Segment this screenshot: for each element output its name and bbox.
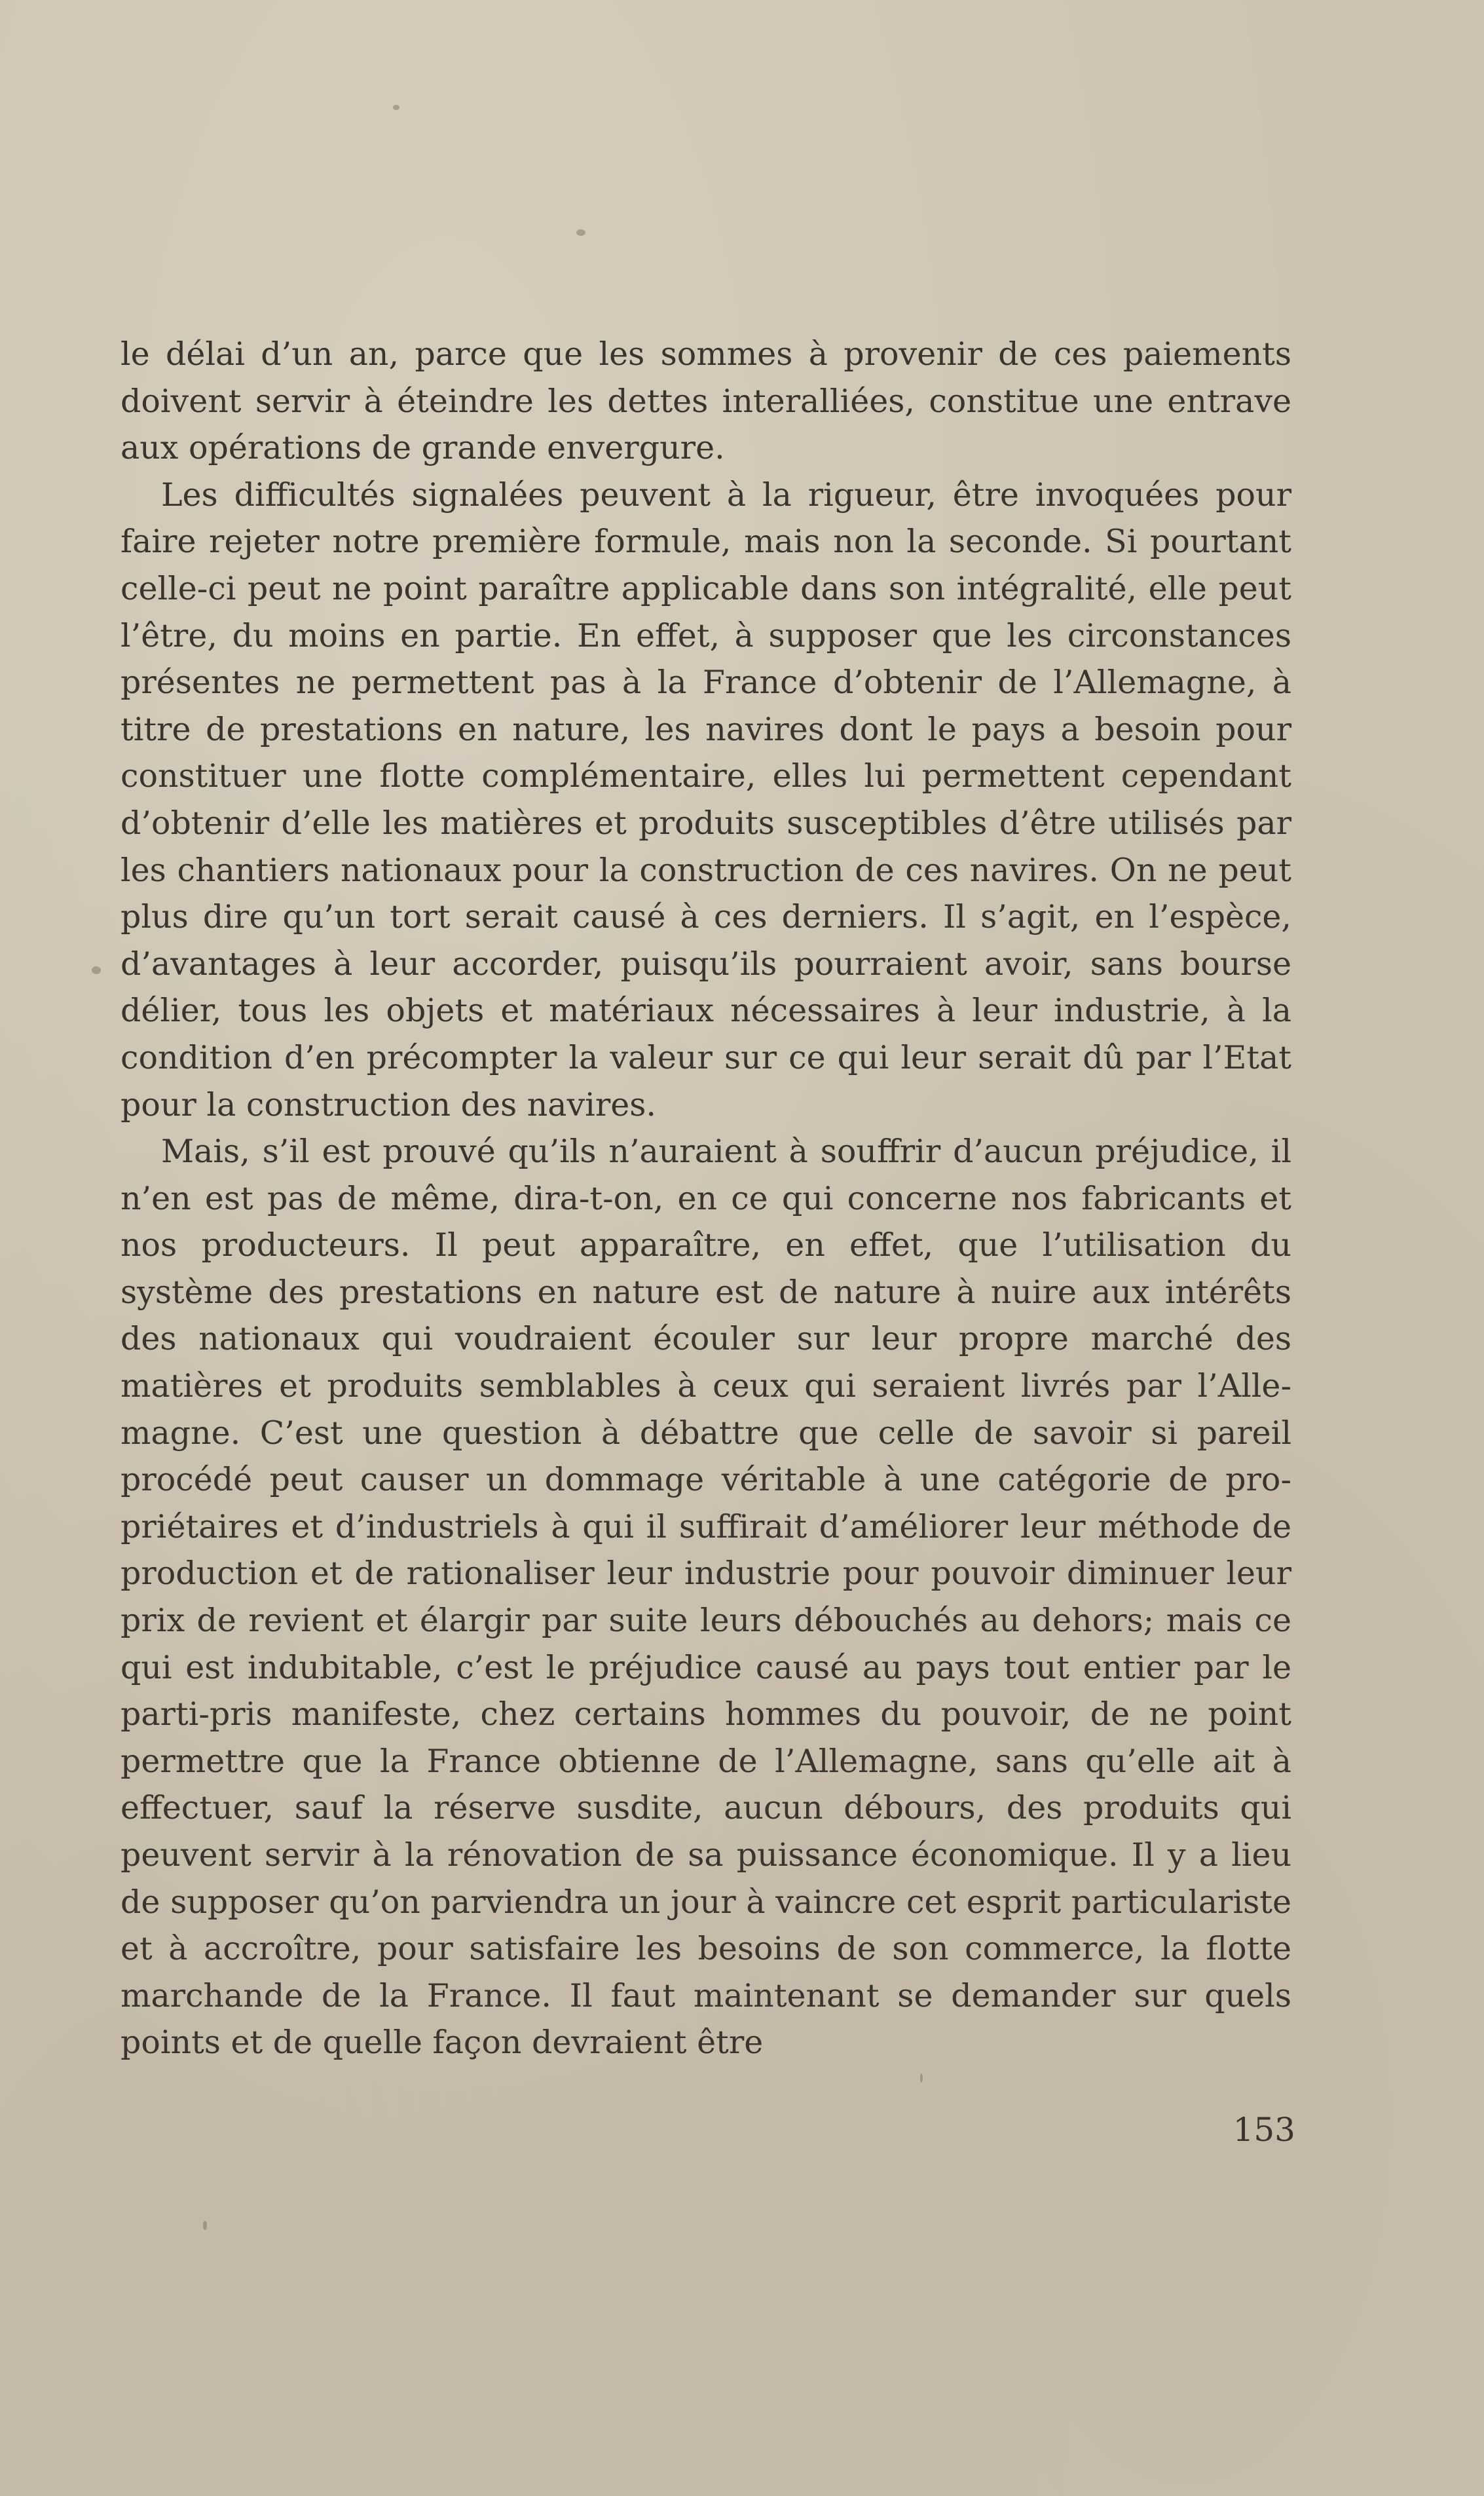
paper-speck [920,2073,923,2083]
paper-speck [576,229,585,236]
paragraph-1: le délai d’un an, parce que les sommes à provenir de ces paiements doivent servir à éteindre les dettes interalliées, constitue une entrave aux opérations de grande envergure. [121,335,1291,467]
paper-speck [203,2221,207,2230]
body-text [121,331,1291,2066]
paper-speck [92,966,101,974]
paragraph-3: Mais, s’il est prouvé qu’ils n’auraient à souffrir d’aucun préjudice, il n’en est pas de même, dira-t-on, en ce qui concerne nos fabricants et nos producteurs. Il peut apparaître, en effet, que l’utilisation du système des prestations en nature est de nature à nuire aux intérêts des nationaux qui voudraient écouler sur leur propre marché des matières et produits semblables à ceux qui seraient livrés par l’Allemagne. C’est une question à débattre que celle de savoir si pareil procédé peut causer un dommage véritable à une catégorie de propriétaires et d’industriels à qui il suffirait d’améliorer leur méthode de production et de rationaliser leur industrie pour pouvoir diminuer leur prix de revient et élargir par suite leurs débouchés au dehors; mais ce qui est indubitable, c’est le préjudice causé au pays tout entier par le parti-pris manifeste, chez certains hommes du pouvoir, de ne point permettre que la France obtienne de l’Allemagne, sans qu’elle ait à effectuer, sauf la réserve susdite, aucun débours, des produits qui peuvent servir à la rénovation de sa puissance économique. Il y a lieu de supposer qu’on parviendra un jour à vaincre cet esprit particulariste et à accroître, pour satisfaire les besoins de son commerce, la flotte marchande de la France. Il faut maintenant se demander sur quels points et de quelle façon devraient être [121,1133,1291,2062]
page-number: 153 [1233,2111,1295,2149]
paper-speck [393,105,399,110]
paragraph-2: Les difficultés signalées peuvent à la rigueur, être invoquées pour faire rejeter notre première formule, mais non la seconde. Si pourtant celle-ci peut ne point paraître applicable dans son intégralité, elle peut l’être, du moins en partie. En effet, à supposer que les circonstances présentes ne permettent pas à la France d’obtenir de l’Allemagne, à titre de prestations en nature, les navires dont le pays a besoin pour constituer une flotte complémentaire, elles lui permettent cependant d’obtenir d’elle les matières et produits susceptibles d’être utilisés par les chantiers nationaux pour la construction de ces navires. On ne peut plus dire qu’un tort serait causé à ces derniers. Il s’agit, en l’espèce, d’avantages à leur accorder, puisqu’ils pourraient avoir, sans bourse délier, tous les objets et matériaux nécessaires à leur industrie, à la condition d’en précompter la valeur sur ce qui leur serait dû par l’Etat pour la construction des navires. [121,476,1291,1124]
